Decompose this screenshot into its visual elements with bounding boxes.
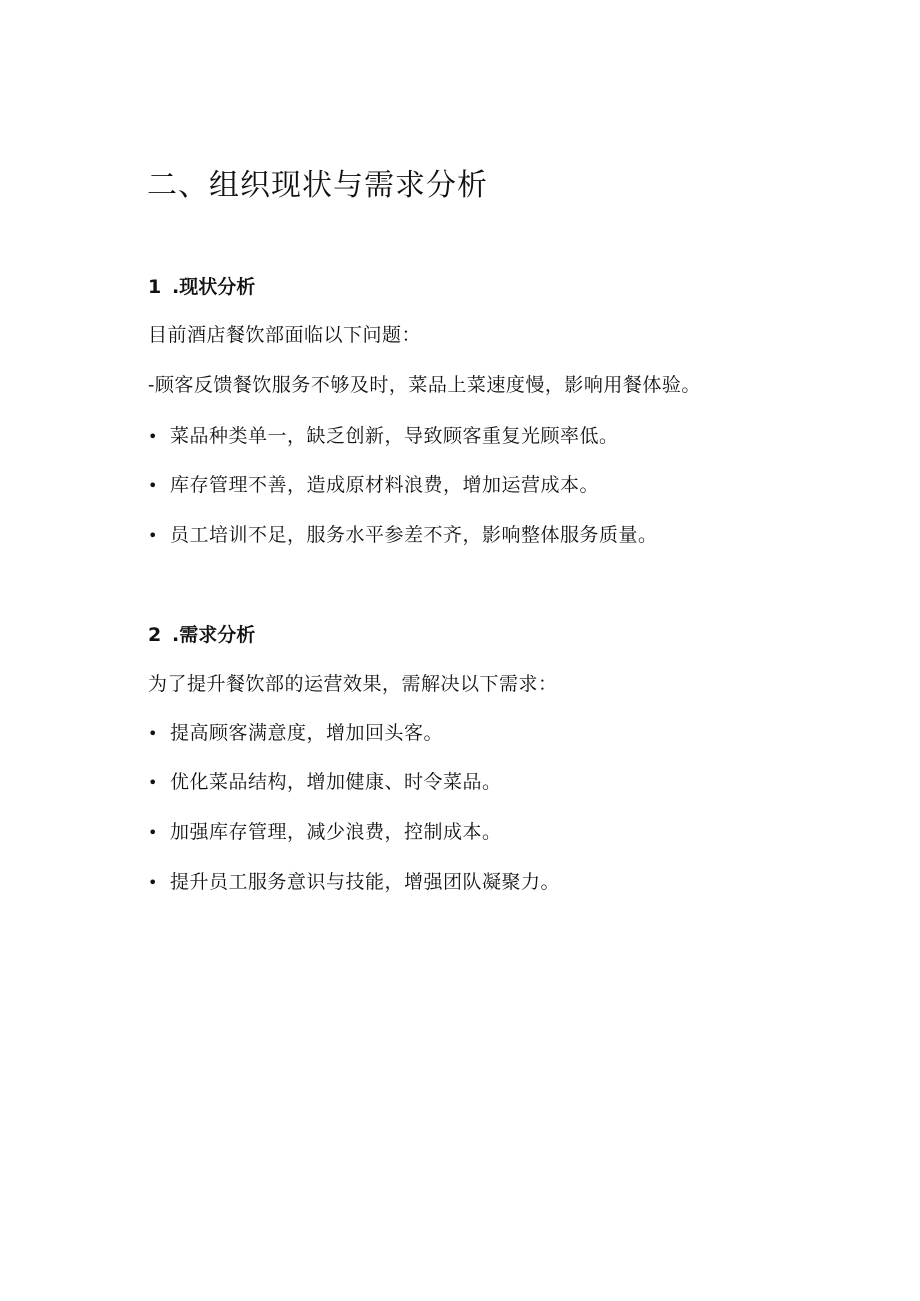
bullet-icon: • — [148, 773, 158, 792]
bullet-icon: • — [148, 873, 158, 892]
list-item-text: 提高顾客满意度，增加回头客。 — [170, 722, 444, 744]
list-item — [148, 472, 599, 499]
needs-analysis-title: .需求分析 — [172, 624, 256, 646]
bullet-icon: • — [148, 476, 158, 495]
list-item — [148, 769, 502, 796]
needs-analysis-heading — [148, 622, 255, 648]
list-item-text: 加强库存管理，减少浪费，控制成本。 — [170, 821, 502, 843]
bullet-icon: • — [148, 724, 158, 743]
status-analysis-number: 1 — [148, 276, 162, 298]
bullet-icon: • — [148, 526, 158, 545]
list-item-text: 菜品种类单一，缺乏创新，导致顾客重复光顾率低。 — [170, 425, 619, 447]
needs-intro: 为了提升餐饮部的运营效果，需解决以下需求： — [148, 673, 558, 695]
list-item — [148, 869, 560, 896]
bullet-icon: • — [148, 823, 158, 842]
status-intro: 目前酒店餐饮部面临以下问题： — [148, 324, 422, 346]
list-item — [148, 522, 658, 549]
bullet-icon: • — [148, 427, 158, 446]
list-item-text: 库存管理不善，造成原材料浪费，增加运营成本。 — [170, 474, 600, 496]
list-item-text: 提升员工服务意识与技能，增强团队凝聚力。 — [170, 871, 561, 893]
needs-analysis-number: 2 — [148, 624, 162, 646]
status-dash-item: -顾客反馈餐饮服务不够及时，菜品上菜速度慢，影响用餐体验。 — [148, 374, 701, 396]
status-analysis-title: .现状分析 — [172, 276, 256, 298]
section-title: 二、组织现状与需求分析 — [147, 168, 488, 203]
list-item-text: 员工培训不足，服务水平参差不齐，影响整体服务质量。 — [170, 524, 658, 546]
list-item — [148, 423, 619, 450]
list-item — [148, 720, 443, 747]
list-item — [148, 819, 502, 846]
status-analysis-heading — [148, 274, 255, 300]
list-item-text: 优化菜品结构，增加健康、时令菜品。 — [170, 771, 502, 793]
